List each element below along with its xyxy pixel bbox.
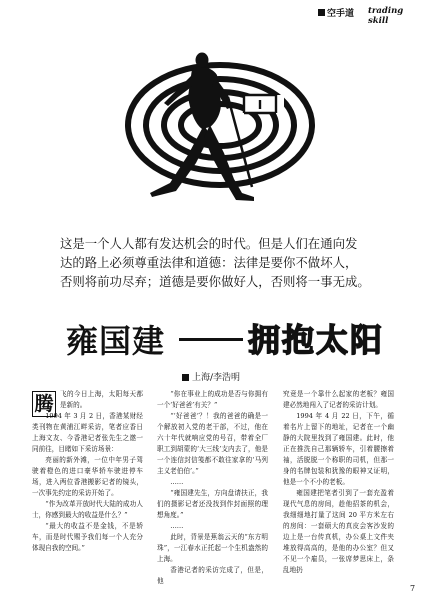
article-paragraph: “作为改革开放时代大陆的成功人士，你感到最大的收益是什么？”	[32, 500, 143, 519]
article-column-1	[32, 389, 143, 554]
article-paragraph: “雍国建先生，方向盘请扶正，我们的摄影记者还没找到作封面照的理想角度。”	[157, 489, 268, 519]
article-paragraph: ……	[170, 522, 184, 530]
article-paragraph: 亮丽的新外滩，一位中年男子驾驶着橙色的进口豪华轿车驶进停车场，进入两位香港搬影记者的镜头，一次事先约定的采访开始了。	[32, 456, 143, 497]
track-gap	[244, 95, 284, 113]
article-paragraph: 此时，背景是蕉翁云天的“东方明珠”，一江春水正托起一个生机盎然的上海。	[157, 533, 268, 563]
section-header	[318, 6, 422, 26]
article-paragraph: 1994 年 3 月 2 日，香港某财经类刊物在黄浦江畔采访，笔者应香日上海文友、今香港记者张先生之邀一同前往，目睹如下采访场景：	[32, 412, 143, 453]
article-paragraph: 雍国建把笔者引到了一套充盈着现代气息的房间，趁他招茶的机会，我细细地打量了这间 20 平方米左右的房间：一套硕大的真皮会客沙发的边上是一台传真机，办公桌上文件夹堆放得高高的，是他的办公室？但又不见一个雇员，一张席梦思床上，条乱地扔	[283, 489, 394, 574]
author: 上海/李浩明	[192, 373, 241, 383]
running-man-illustration	[120, 45, 325, 215]
intro-line: 这是一个人人都有发达机会的时代。但是人们在通向发	[60, 236, 358, 251]
article-column-3	[283, 389, 394, 576]
article-paragraph: ……	[170, 478, 184, 486]
intro-line: 否则将前功尽弃；道德是要你做好人，否则将一事无成。	[60, 274, 370, 289]
drop-cap: 腾	[32, 391, 56, 417]
title-name: 雍国建	[66, 322, 166, 360]
article-paragraph: “你在事业上的成功是否与你拥有一个‘好爸爸’有关？”	[157, 390, 268, 409]
article-paragraph: 香港记者的采访完成了，但是，他	[157, 566, 268, 585]
byline	[182, 370, 240, 383]
title-subtitle: 拥抱太阳	[248, 321, 385, 359]
byline-square-bullet	[182, 374, 189, 381]
header-square-bullet	[318, 9, 325, 16]
intro-paragraph	[60, 234, 382, 291]
article-paragraph: 飞的今日上海，太阳每天都是新的。	[60, 390, 143, 409]
section-title-zh: 空手道	[327, 9, 355, 19]
article-paragraph: 究竟是一个靠什么起家的老板？雍国建必然地闯入了记者的采访计划。	[283, 390, 394, 409]
intro-line: 达的路上必须尊重法律和道德：法律是要你不做坏人，	[60, 255, 358, 270]
article-paragraph: “‘好爸爸’？！我的爸爸的确是一个解放初入党的老干部，不过，他在六十年代就响应党的号召，带着全厂职工到胡蒙的‘大三线’支内去了，他是一个连信封信笺都不敢往家拿的‘马列主义老伯伯’。”	[157, 412, 268, 475]
article-paragraph: “最大的收益不是金钱，不是轿车，而是时代赐予我们每一个人充分体现自我的空间。”	[32, 522, 143, 552]
section-title-en: trading skill	[368, 6, 404, 26]
article-paragraph: 1994 年 4 月 22 日，下午，循着名片上留下的地址，记者在一个幽静的大院里找到了雍国建。此时，他正在推洗自己那辆轿车，引着腰擦着袖，活脱脱一个称职的司机，但那一身的名牌包装和犹豫的眼神又证明，他是一个不小的老板。	[283, 412, 394, 486]
title-dash	[179, 338, 243, 341]
article-title	[66, 316, 396, 358]
page-number: 7	[410, 584, 416, 593]
article-column-2	[157, 389, 268, 587]
